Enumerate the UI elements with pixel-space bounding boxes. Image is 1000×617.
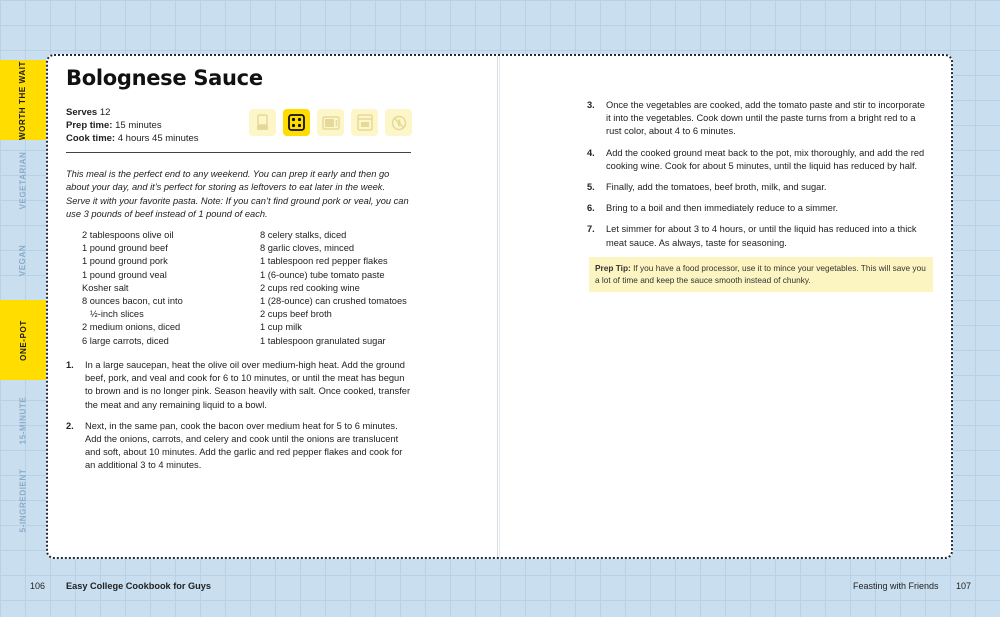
section-tabs	[0, 60, 46, 540]
step-number: 7.	[587, 224, 595, 235]
ingredient-item: 2 medium onions, diced	[82, 322, 181, 333]
prep-tip-box	[589, 257, 933, 292]
ingredient-item: 6 large carrots, diced	[82, 335, 169, 346]
prep-tip-label: Prep Tip:	[595, 263, 631, 273]
ingredients-list-1	[82, 229, 183, 348]
section-title: Feasting with Friends	[853, 581, 939, 591]
page-number-right: 107	[956, 581, 972, 591]
ingredient-item: 2 cups beef broth	[260, 309, 332, 320]
tab-one-pot[interactable]	[0, 300, 46, 380]
step-text: Add the cooked ground meat back to the pot, mix thoroughly, and add the red cooking wine. Cook for about 5 minutes, until the liquid has reduced by half.	[606, 147, 925, 171]
book-title: Easy College Cookbook for Guys	[66, 581, 211, 591]
step-item	[66, 420, 411, 473]
prep-time-value: 15 minutes	[115, 120, 162, 131]
step-number: 1.	[66, 360, 74, 370]
step-number: 5.	[587, 182, 595, 193]
ingredient-item: 1 cup milk	[260, 322, 302, 333]
tab-label: 5-INGREDIENT	[18, 468, 28, 532]
step-item	[587, 147, 932, 173]
cook-time-value: 4 hours 45 minutes	[117, 133, 199, 144]
step-item	[587, 181, 932, 194]
ingredient-item: 8 ounces bacon, cut into	[82, 296, 183, 307]
steps-left-column	[66, 359, 411, 481]
no-heat-icon	[385, 109, 412, 136]
ingredient-item: 1 (6-ounce) tube tomato paste	[260, 269, 385, 280]
ingredient-item: 2 cups red cooking wine	[260, 282, 360, 293]
microwave-icon	[317, 109, 344, 136]
ingredient-item: Kosher salt	[82, 282, 129, 293]
recipe-intro: This meal is the perfect end to any weekend. You can prep it early and then go about your day, and it’s perfect for storing as leftovers to eat later in the week. Serve it with your favorite pasta. Note: If you can’t find ground pork or veal, you can use 3 pounds of beef instead of 1 pound of each.	[66, 169, 409, 219]
ingredient-item: 8 celery stalks, diced	[260, 230, 347, 240]
recipe-header	[66, 66, 411, 346]
ingredients-list-2	[260, 229, 407, 348]
ingredient-item: 1 pound ground beef	[82, 243, 168, 254]
tab-label: VEGAN	[18, 244, 28, 276]
prep-time-label: Prep time:	[66, 120, 113, 131]
page-number-left: 106	[30, 581, 46, 591]
tab-label: 15-MINUTE	[18, 396, 28, 444]
tab-15-minute[interactable]	[0, 380, 46, 460]
step-item	[66, 359, 411, 412]
step-text: In a large saucepan, heat the olive oil over medium-high heat. Add the ground beef, pork, and veal and cook for 6 to 10 minutes, or until the meat has begun to brown and is no longer pink. Season heavily with salt. Once cooked, transfer the meat and any remaining liquid to a bowl.	[85, 360, 411, 410]
step-number: 3.	[587, 100, 595, 110]
tab-label: VEGETARIAN	[18, 151, 28, 209]
step-number: 2.	[66, 420, 74, 431]
blender-icon	[249, 109, 276, 136]
recipe-title: Bolognese Sauce	[66, 66, 263, 90]
step-item	[587, 223, 932, 249]
tab-vegan[interactable]	[0, 220, 46, 300]
step-text: Finally, add the tomatoes, beef broth, milk, and sugar.	[606, 182, 827, 193]
step-item	[587, 99, 932, 139]
ingredient-item: 8 garlic cloves, minced	[260, 243, 355, 254]
stovetop-icon	[283, 109, 310, 136]
ingredient-item: 2 tablespoons olive oil	[82, 230, 174, 240]
step-text: Once the vegetables are cooked, add the tomato paste and stir to incorporate it into the vegetables. Cook down until the paste turns from a bright red to a rust color, about 4 to 6 minutes.	[606, 100, 925, 137]
step-text: Next, in the same pan, cook the bacon over medium heat for 5 to 6 minutes. Add the onions, carrots, and celery and cook until the onions are translucent and soft, about 10 minutes. Add the garlic and red pepper flakes and cook for an additional 3 to 4 minutes.	[85, 420, 403, 471]
tab-worth-the-wait[interactable]	[0, 60, 46, 140]
step-item	[587, 202, 932, 215]
recipe-meta	[66, 106, 199, 145]
page-gutter	[497, 56, 500, 557]
ingredient-item: 1 pound ground veal	[82, 269, 167, 280]
ingredient-item: 1 (28-ounce) can crushed tomatoes	[260, 296, 407, 307]
header-divider	[66, 152, 411, 153]
ingredient-item: 1 pound ground pork	[82, 256, 168, 267]
cook-time-label: Cook time:	[66, 133, 116, 144]
tab-label: ONE-POT	[18, 319, 28, 361]
step-text: Bring to a boil and then immediately reduce to a simmer.	[606, 203, 839, 214]
cooking-method-icons	[249, 109, 412, 136]
prep-tip-text: If you have a food processor, use it to mince your vegetables. This will save you a lot of time and keep the sauce smooth instead of chunky.	[595, 263, 926, 285]
step-number: 4.	[587, 147, 595, 158]
oven-icon	[351, 109, 378, 136]
tab-label: WORTH THE WAIT	[18, 60, 28, 140]
ingredient-item: 1 tablespoon red pepper flakes	[260, 256, 388, 267]
step-text: Let simmer for about 3 to 4 hours, or until the liquid has reduced into a thick meat sauce. As always, taste for seasoning.	[606, 224, 917, 248]
ingredient-item: ½-inch slices	[90, 309, 144, 320]
step-number: 6.	[587, 203, 595, 214]
serves-value: 12	[99, 107, 111, 118]
serves-label: Serves	[66, 107, 98, 118]
tab-5-ingredient[interactable]	[0, 460, 46, 540]
ingredient-item: 1 tablespoon granulated sugar	[260, 335, 386, 346]
steps-right-column	[587, 99, 932, 258]
tab-vegetarian[interactable]	[0, 140, 46, 220]
